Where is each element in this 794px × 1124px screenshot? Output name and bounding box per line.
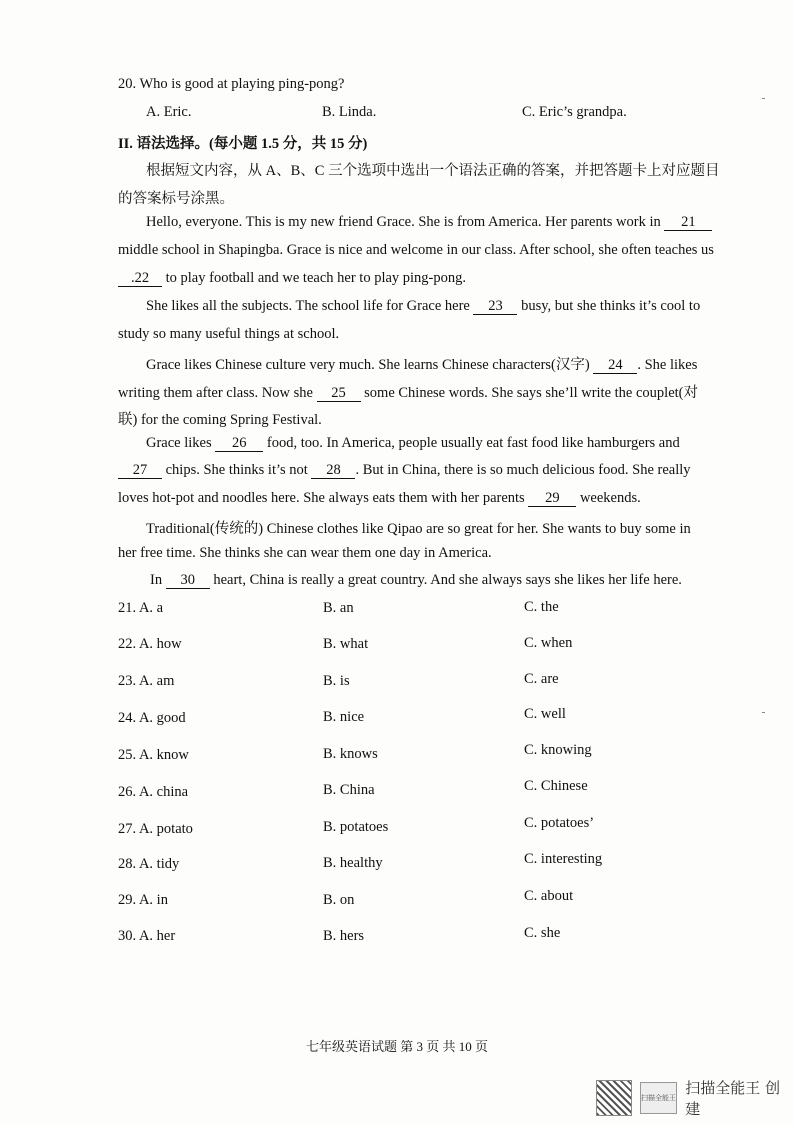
answer-30-b: B. hers xyxy=(323,928,365,944)
passage-line xyxy=(118,462,718,479)
answer-29-c: C. about xyxy=(524,888,574,904)
q20-option-c: C. Eric’s grandpa. xyxy=(522,104,627,120)
answer-24-b: B. nice xyxy=(323,709,365,725)
answer-28-a: 28. A. tidy xyxy=(118,856,180,872)
passage-line: 联) for the coming Spring Festival. xyxy=(118,412,322,428)
answer-30-c: C. she xyxy=(524,925,561,941)
passage-line xyxy=(146,298,718,315)
answer-23-b: B. is xyxy=(323,673,350,689)
passage-text: . But in China, there is so much delicious food. She really xyxy=(355,462,691,478)
blank-22: .22 xyxy=(118,271,162,287)
blank-30: 30 xyxy=(166,573,210,589)
answer-22-b: B. what xyxy=(323,636,369,652)
answer-28-c: C. interesting xyxy=(524,851,603,867)
passage-text: food, too. In America, people usually eat fast food like hamburgers and xyxy=(266,435,680,451)
blank-29: 29 xyxy=(528,491,576,507)
answer-27-a: 27. A. potato xyxy=(118,821,193,837)
passage-text: Hello, everyone. This is my new friend Grace. She is from America. Her parents work in xyxy=(146,214,661,230)
passage-text: some Chinese words. She says she’ll write the couplet(对 xyxy=(364,385,698,401)
q20-question: 20. Who is good at playing ping-pong? xyxy=(118,76,345,92)
section-instruction-1: 根据短文内容，从 A、B、C 三个选项中选出一个语法正确的答案，并把答题卡上对应题目 xyxy=(146,163,720,179)
blank-28: 28 xyxy=(311,463,355,479)
passage-text: to play football and we teach her to play ping-pong. xyxy=(165,270,467,286)
page-footer: 七年级英语试题 第 3 页 共 10 页 xyxy=(305,1039,488,1054)
answer-23-a: 23. A. am xyxy=(118,673,175,689)
scan-speck xyxy=(762,98,765,99)
blank-27: 27 xyxy=(118,463,162,479)
passage-text: heart, China is really a great country. And she always says she likes her life here. xyxy=(213,572,682,588)
blank-25: 25 xyxy=(317,386,361,402)
answer-21-c: C. the xyxy=(524,599,559,615)
q20-option-b: B. Linda. xyxy=(322,104,377,120)
passage-text: Grace likes Chinese culture very much. She learns Chinese characters(汉字) xyxy=(146,357,590,373)
passage-line xyxy=(118,270,718,287)
passage-line xyxy=(146,214,718,231)
answer-21-b: B. an xyxy=(323,600,354,616)
blank-26: 26 xyxy=(215,436,263,452)
answer-23-c: C. are xyxy=(524,671,559,687)
blank-24: 24 xyxy=(593,358,637,374)
passage-line: middle school in Shapingba. Grace is nice and welcome in our class. After school, she often teaches us xyxy=(118,242,714,258)
answer-29-a: 29. A. in xyxy=(118,892,168,908)
passage-text: chips. She thinks it’s not xyxy=(165,462,308,478)
answer-28-b: B. healthy xyxy=(323,855,383,871)
passage-line: study so many useful things at school. xyxy=(118,326,340,342)
answer-21-a: 21. A. a xyxy=(118,600,164,616)
passage-line xyxy=(118,381,718,402)
answer-25-b: B. knows xyxy=(323,746,378,762)
passage-text: loves hot-pot and noodles here. She always eats them with her parents xyxy=(118,490,525,506)
section-title: II. 语法选择。(每小题 1.5 分，共 15 分) xyxy=(118,136,368,152)
passage-line: her free time. She thinks she can wear them one day in America. xyxy=(118,545,492,561)
passage-line xyxy=(150,572,718,589)
scanner-watermark xyxy=(596,1077,794,1119)
answer-26-a: 26. A. china xyxy=(118,784,189,800)
blank-21: 21 xyxy=(664,215,712,231)
answer-27-b: B. potatoes xyxy=(323,819,389,835)
answer-26-c: C. Chinese xyxy=(524,778,588,794)
answer-29-b: B. on xyxy=(323,892,355,908)
passage-line xyxy=(146,435,718,452)
passage-text: writing them after class. Now she xyxy=(118,385,313,401)
answer-26-b: B. China xyxy=(323,782,375,798)
passage-text: busy, but she thinks it’s cool to xyxy=(521,298,701,314)
answer-30-a: 30. A. her xyxy=(118,928,176,944)
camscanner-logo: 扫描全能王 xyxy=(640,1082,678,1114)
answer-25-c: C. knowing xyxy=(524,742,592,758)
qr-code-icon xyxy=(596,1080,632,1116)
scan-speck xyxy=(762,712,765,713)
answer-25-a: 25. A. know xyxy=(118,747,189,763)
passage-line xyxy=(118,490,718,507)
passage-line: Traditional(传统的) Chinese clothes like Qipao are so great for her. She wants to buy some in xyxy=(146,521,691,537)
blank-23: 23 xyxy=(473,299,517,315)
passage-line xyxy=(146,353,718,374)
answer-27-c: C. potatoes’ xyxy=(524,815,595,831)
answer-22-c: C. when xyxy=(524,635,573,651)
answer-24-a: 24. A. good xyxy=(118,710,186,726)
answer-22-a: 22. A. how xyxy=(118,636,182,652)
watermark-text: 扫描全能王 创建 xyxy=(685,1079,781,1118)
passage-text: . She likes xyxy=(637,357,698,373)
passage-text: Grace likes xyxy=(146,435,212,451)
passage-text: In xyxy=(150,572,163,588)
passage-text: weekends. xyxy=(579,490,641,506)
section-instruction-2: 的答案标号涂黑。 xyxy=(118,191,234,207)
passage-text: She likes all the subjects. The school life for Grace here xyxy=(146,298,470,314)
q20-option-a: A. Eric. xyxy=(146,104,192,120)
answer-24-c: C. well xyxy=(524,706,566,722)
